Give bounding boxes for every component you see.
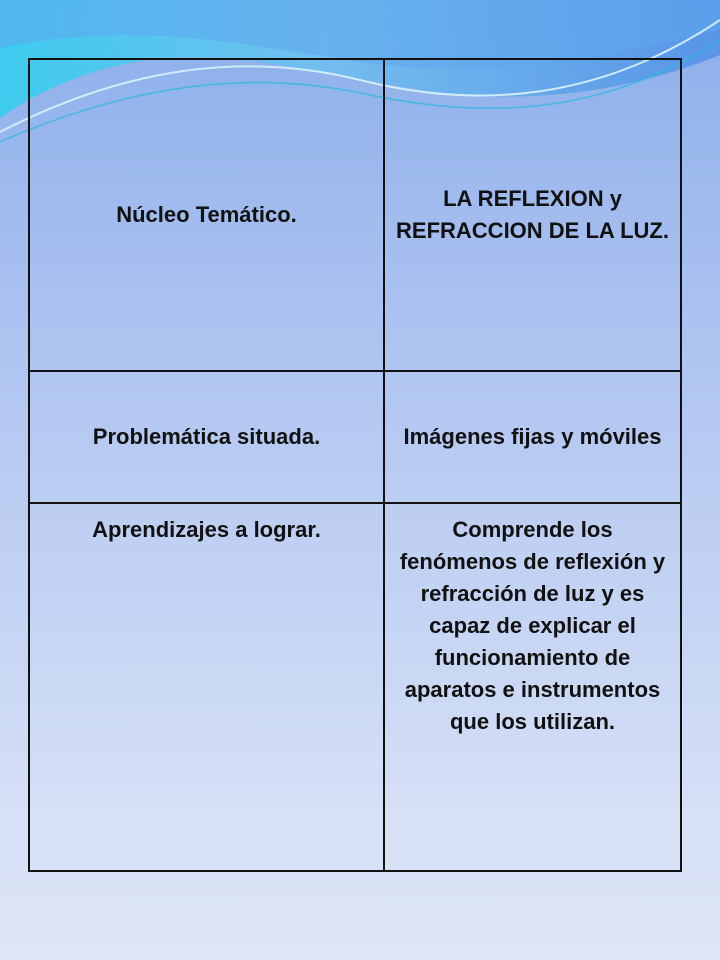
label-aprendizajes: Aprendizajes a lograr.: [29, 503, 384, 871]
label-problematica-situada: Problemática situada.: [29, 371, 384, 503]
table-row-aprendizajes: [29, 503, 681, 871]
table-row-problematica: [29, 371, 681, 503]
label-nucleo-tematico: Núcleo Temático.: [29, 59, 384, 371]
value-nucleo-tematico: LA REFLEXION y REFRACCION DE LA LUZ.: [384, 59, 681, 371]
table-row-nucleo: [29, 59, 681, 371]
value-aprendizajes: Comprende los fenómenos de reflexión y refracción de luz y es capaz de explicar el funcionamiento de aparatos e instrumentos que los utilizan.: [384, 503, 681, 871]
info-table: [28, 58, 682, 872]
value-problematica-situada: Imágenes fijas y móviles: [384, 371, 681, 503]
